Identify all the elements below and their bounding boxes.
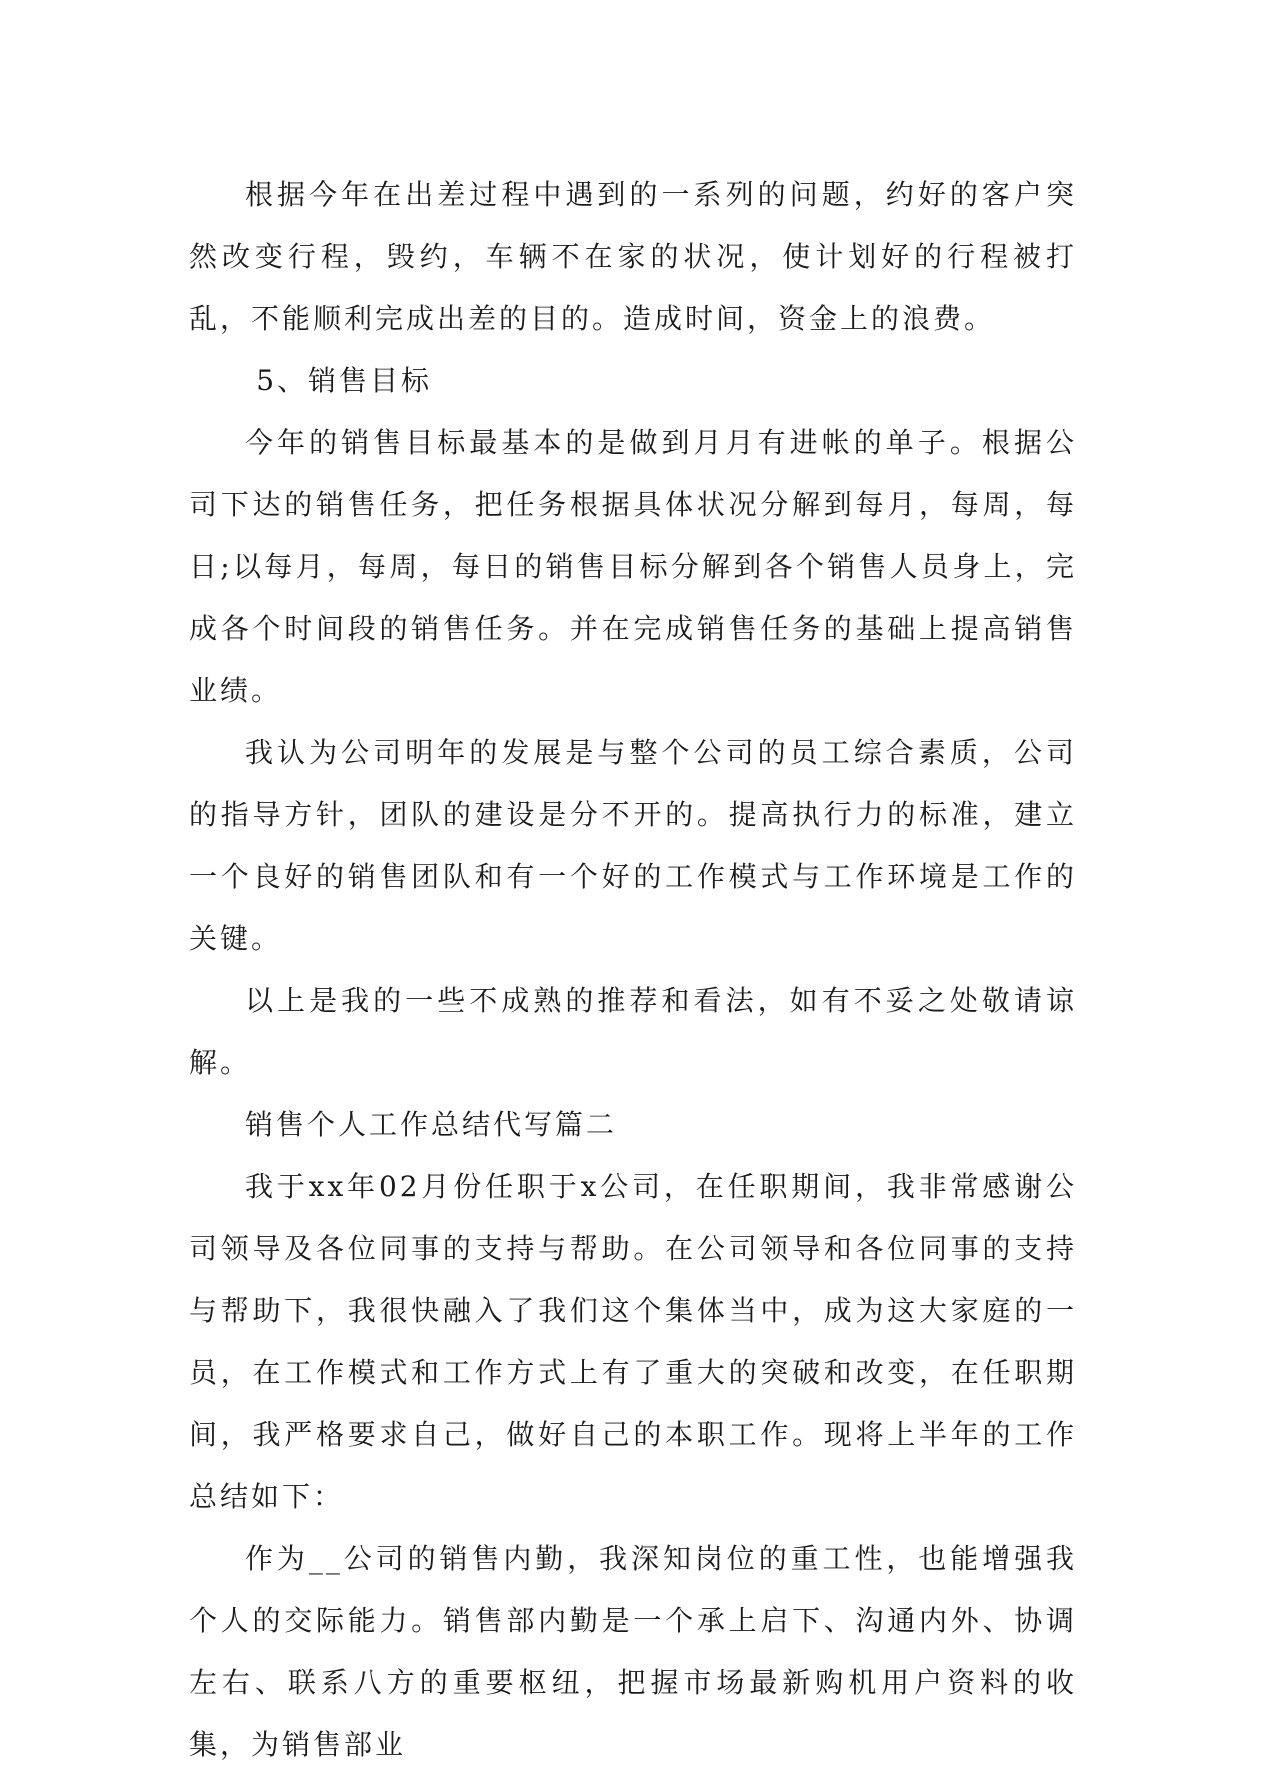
paragraph-sales-target: 今年的销售目标最基本的是做到月月有进帐的单子。根据公司下达的销售任务，把任务根据具体状况分解到每月，每周，每日;以每月，每周，每日的销售目标分解到各个销售人员身上，完成各个时间段的销售任务。并在完成销售任务的基础上提高销售业绩。 [189,426,1077,707]
document-body [189,164,1077,1776]
section-heading-sales-target: 5、销售目标 [256,364,433,397]
paragraph-closing-remark: 以上是我的一些不成熟的推荐和看法，如有不妥之处敬请谅解。 [189,984,1077,1079]
paragraph-company-development: 我认为公司明年的发展是与整个公司的员工综合素质，公司的指导方针，团队的建设是分不开的。提高执行力的标准，建立一个良好的销售团队和有一个好的工作模式与工作环境是工作的关键。 [189,736,1077,955]
section-title-part-two: 销售个人工作总结代写篇二 [245,1108,618,1141]
paragraph-travel-issues: 根据今年在出差过程中遇到的一系列的问题，约好的客户突然改变行程，毁约，车辆不在家的状况，使计划好的行程被打乱，不能顺利完成出差的目的。造成时间，资金上的浪费。 [189,178,1077,335]
paragraph-sales-support-role: 作为__公司的销售内勤，我深知岗位的重工性，也能增强我个人的交际能力。销售部内勤是一个承上启下、沟通内外、协调左右、联系八方的重要枢纽，把握市场最新购机用户资料的收集，为销售部业 [189,1542,1077,1761]
paragraph-employment-intro: 我于xx年02月份任职于x公司，在任职期间，我非常感谢公司领导及各位同事的支持与帮助。在公司领导和各位同事的支持与帮助下，我很快融入了我们这个集体当中，成为这大家庭的一员，在工作模式和工作方式上有了重大的突破和改变，在任职期间，我严格要求自己，做好自己的本职工作。现将上半年的工作总结如下： [189,1170,1077,1513]
